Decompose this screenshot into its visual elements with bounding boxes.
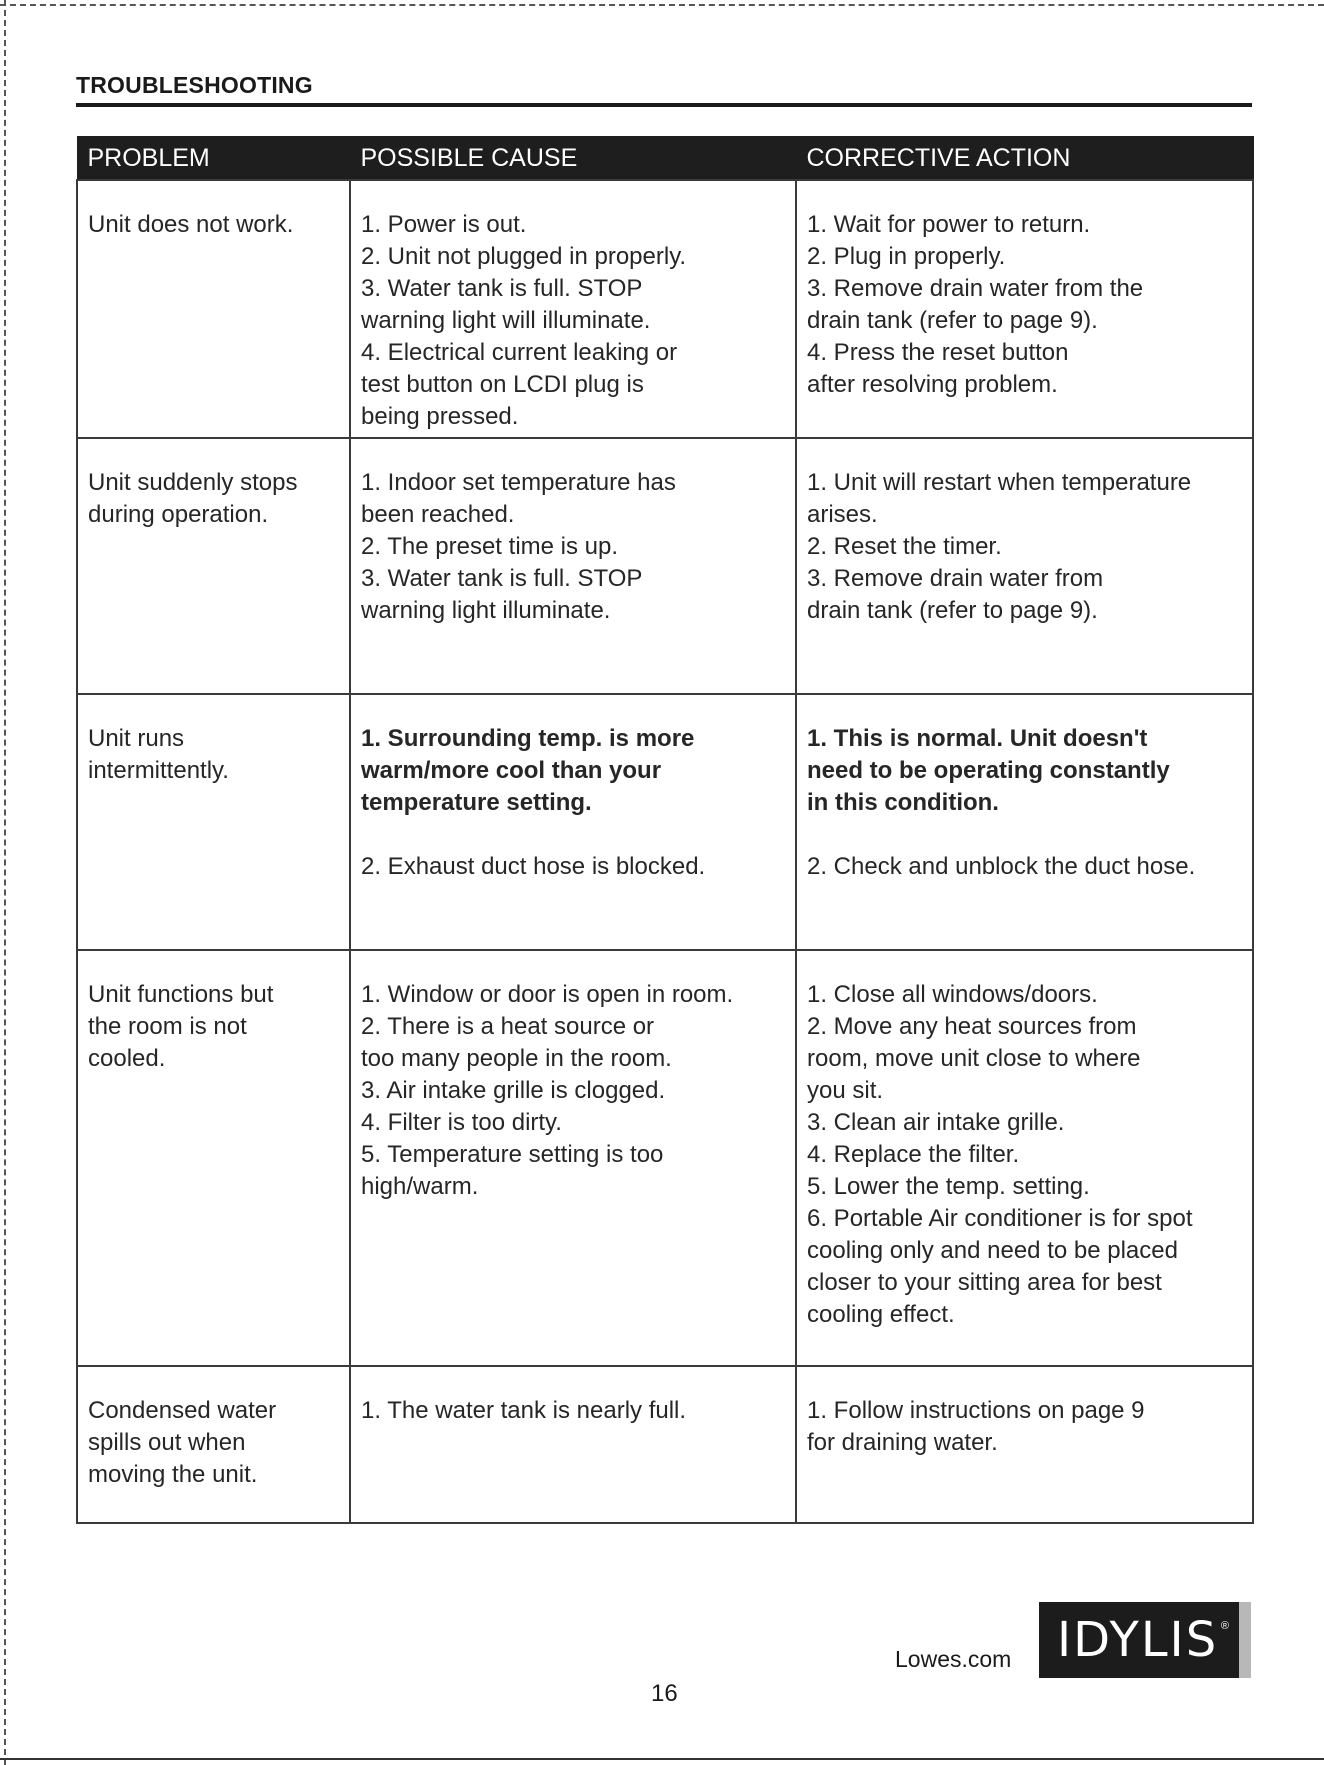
- cause-text: 1. Indoor set temperature has: [361, 469, 676, 496]
- cause-text: 2. Exhaust duct hose is blocked.: [361, 853, 706, 880]
- section-title: TROUBLESHOOTING: [76, 72, 313, 98]
- cause-text: high/warm.: [361, 1173, 479, 1200]
- title-rule: [76, 103, 1252, 107]
- cause-cell: [350, 1366, 796, 1523]
- cause-text: 3. Water tank is full. STOP: [361, 275, 643, 302]
- header-possible-cause: POSSIBLE CAUSE: [350, 137, 796, 181]
- problem-text: Unit functions but: [88, 981, 274, 1008]
- problem-text: Unit does not work.: [88, 211, 294, 238]
- spacer: [807, 819, 1242, 851]
- website-link: Lowes.com: [895, 1646, 1012, 1672]
- cause-text: 2. The preset time is up.: [361, 533, 619, 560]
- action-text: room, move unit close to where: [807, 1045, 1141, 1072]
- cause-text: 5. Temperature setting is too: [361, 1141, 664, 1168]
- cause-text: 3. Water tank is full. STOP: [361, 565, 643, 592]
- problem-text: during operation.: [88, 501, 269, 528]
- action-text: drain tank (refer to page 9).: [807, 597, 1098, 624]
- cause-text-bold: warm/more cool than your: [361, 757, 662, 784]
- action-text: 2. Move any heat sources from: [807, 1013, 1137, 1040]
- problem-text: intermittently.: [88, 757, 229, 784]
- troubleshooting-table: [76, 136, 1254, 1524]
- problem-cell: [77, 694, 350, 950]
- cause-text: being pressed.: [361, 403, 519, 430]
- table-row: [77, 438, 1253, 694]
- problem-text: cooled.: [88, 1045, 166, 1072]
- problem-text: spills out when: [88, 1429, 246, 1456]
- action-text: 3. Remove drain water from: [807, 565, 1104, 592]
- header-corrective-action: CORRECTIVE ACTION: [796, 137, 1253, 181]
- cause-text-bold: temperature setting.: [361, 789, 592, 816]
- action-text: 5. Lower the temp. setting.: [807, 1173, 1090, 1200]
- problem-text: Unit runs: [88, 725, 185, 752]
- brand-logo: [1039, 1602, 1251, 1678]
- action-text: 4. Replace the filter.: [807, 1141, 1020, 1168]
- action-text: 3. Clean air intake grille.: [807, 1109, 1065, 1136]
- cause-text: 1. Power is out.: [361, 211, 527, 238]
- cause-text-bold: 1. Surrounding temp. is more: [361, 725, 695, 752]
- table-row: [77, 1366, 1253, 1523]
- page-number: 16: [651, 1680, 678, 1707]
- action-cell: [796, 694, 1253, 950]
- action-text-bold: 1. This is normal. Unit doesn't: [807, 725, 1148, 752]
- cause-text: warning light illuminate.: [361, 597, 611, 624]
- action-text: closer to your sitting area for best: [807, 1269, 1162, 1296]
- action-text: 4. Press the reset button: [807, 339, 1069, 366]
- problem-text: the room is not: [88, 1013, 247, 1040]
- action-text: you sit.: [807, 1077, 884, 1104]
- action-text: after resolving problem.: [807, 371, 1058, 398]
- action-cell: [796, 438, 1253, 694]
- cause-cell: [350, 438, 796, 694]
- page-border-top: [0, 4, 1324, 6]
- action-cell: [796, 1366, 1253, 1523]
- cause-text: 4. Filter is too dirty.: [361, 1109, 562, 1136]
- action-text: 1. Follow instructions on page 9: [807, 1397, 1145, 1424]
- page-border-left: [4, 0, 6, 1765]
- problem-text: moving the unit.: [88, 1461, 258, 1488]
- cause-text: 2. There is a heat source or: [361, 1013, 655, 1040]
- cause-text: test button on LCDI plug is: [361, 371, 644, 398]
- cause-text: 2. Unit not plugged in properly.: [361, 243, 687, 270]
- cause-text: 3. Air intake grille is clogged.: [361, 1077, 666, 1104]
- cause-text: 1. The water tank is nearly full.: [361, 1397, 687, 1424]
- action-text: 1. Unit will restart when temperature: [807, 469, 1192, 496]
- problem-cell: [77, 950, 350, 1366]
- spacer: [361, 819, 785, 851]
- problem-text: Unit suddenly stops: [88, 469, 298, 496]
- action-text: for draining water.: [807, 1429, 998, 1456]
- cause-text: 4. Electrical current leaking or: [361, 339, 678, 366]
- cause-cell: [350, 694, 796, 950]
- action-text: drain tank (refer to page 9).: [807, 307, 1098, 334]
- action-cell: [796, 180, 1253, 438]
- cause-cell: [350, 950, 796, 1366]
- action-text: 3. Remove drain water from the: [807, 275, 1144, 302]
- page-border-bottom: [0, 1758, 1324, 1760]
- cause-cell: [350, 180, 796, 438]
- cause-text: too many people in the room.: [361, 1045, 672, 1072]
- problem-cell: [77, 1366, 350, 1523]
- cause-text: 1. Window or door is open in room.: [361, 981, 734, 1008]
- action-text-bold: need to be operating constantly: [807, 757, 1170, 784]
- brand-logo-text: IDYLIS: [1057, 1612, 1219, 1668]
- action-text: 1. Close all windows/doors.: [807, 981, 1098, 1008]
- table-row: [77, 950, 1253, 1366]
- registered-mark: ®: [1220, 1620, 1229, 1632]
- header-problem: PROBLEM: [77, 137, 350, 181]
- action-text: arises.: [807, 501, 878, 528]
- action-text: cooling only and need to be placed: [807, 1237, 1178, 1264]
- action-text: cooling effect.: [807, 1301, 955, 1328]
- table-row: [77, 694, 1253, 950]
- action-text-bold: in this condition.: [807, 789, 999, 816]
- action-text: 2. Check and unblock the duct hose.: [807, 853, 1196, 880]
- problem-cell: [77, 180, 350, 438]
- cause-text: been reached.: [361, 501, 515, 528]
- action-text: 6. Portable Air conditioner is for spot: [807, 1205, 1193, 1232]
- problem-text: Condensed water: [88, 1397, 277, 1424]
- action-text: 2. Reset the timer.: [807, 533, 1002, 560]
- action-cell: [796, 950, 1253, 1366]
- table-row: [77, 180, 1253, 438]
- problem-cell: [77, 438, 350, 694]
- cause-text: warning light will illuminate.: [361, 307, 651, 334]
- action-text: 2. Plug in properly.: [807, 243, 1006, 270]
- table-header-row: [77, 137, 1253, 181]
- action-text: 1. Wait for power to return.: [807, 211, 1091, 238]
